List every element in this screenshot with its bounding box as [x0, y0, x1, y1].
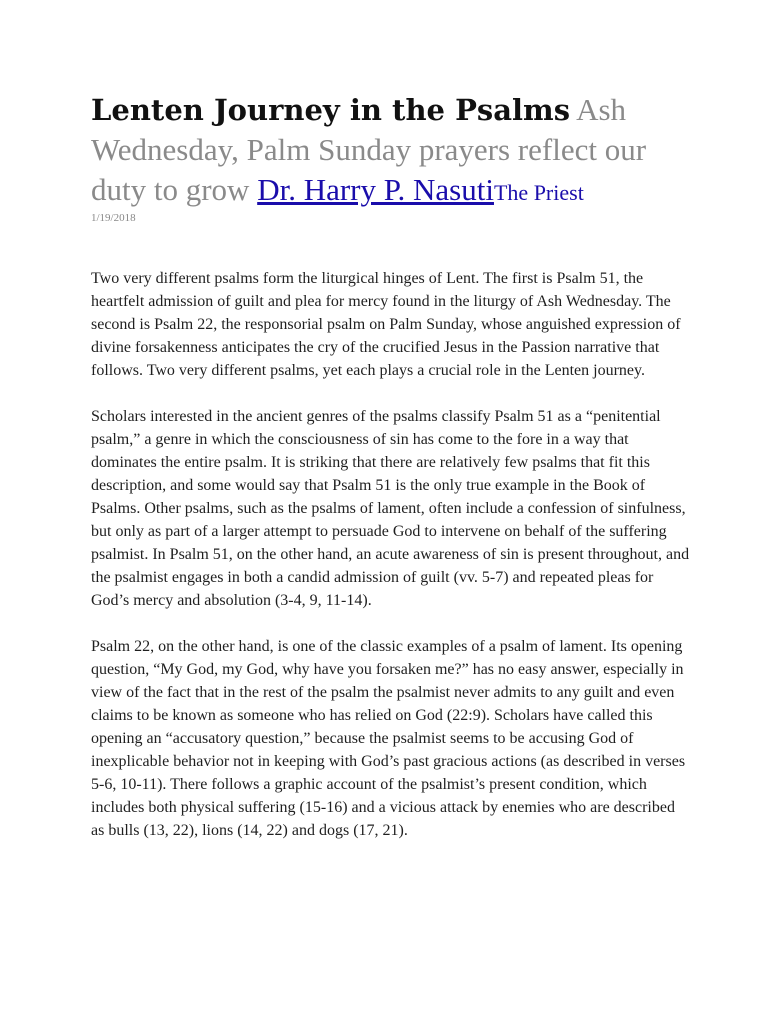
publish-date: 1/19/2018 [91, 212, 136, 224]
article [91, 90, 691, 865]
article-subtitle: Ash Wednesday, Palm Sunday prayers reflect our duty to grow [91, 92, 647, 207]
article-body [91, 267, 691, 842]
article-title: Lenten Journey in the Psalms [91, 93, 571, 127]
paragraph: Scholars interested in the ancient genres of the psalms classify Psalm 51 as a “penitential psalm,” a genre in which the consciousness of sin has come to the fore in a way that dominates the entire psalm. It is striking that there are relatively few psalms that fit this description, and some would say that Psalm 51 is the only true example in the Book of Psalms. Other psalms, such as the psalms of lament, often include a confession of sinfulness, but only as part of a larger attempt to persuade God to intervene on behalf of the suffering psalmist. In Psalm 51, on the other hand, an acute awareness of sin is present throughout, and the psalmist engages in both a candid admission of guilt (vv. 5-7) and repeated pleas for God’s mercy and absolution (3-4, 9, 11-14). [91, 408, 690, 609]
author-link[interactable]: Dr. Harry P. Nasuti [257, 172, 494, 207]
paragraph: Psalm 22, on the other hand, is one of the classic examples of a psalm of lament. Its opening question, “My God, my God, why have you forsaken me?” has no easy answer, especially in view of the fact that in the rest of the psalm the psalmist never admits to any guilt and even claims to be known as someone who has relied on God (22:9). Scholars have called this opening an “accusatory question,” because the psalmist seems to be accusing God of inexplicable behavior not in keeping with God’s past gracious actions (as described in verses 5-6, 10-11). There follows a graphic account of the psalmist’s present condition, which includes both physical suffering (15-16) and a vicious attack by enemies who are described as bulls (13, 22), lions (14, 22) and dogs (17, 21). [91, 638, 686, 839]
publication-name: The Priest [493, 180, 584, 205]
paragraph: Two very different psalms form the liturgical hinges of Lent. The first is Psalm 51, the heartfelt admission of guilt and plea for mercy found in the liturgy of Ash Wednesday. The second is Psalm 22, the responsorial psalm on Palm Sunday, whose anguished expression of divine forsakenness anticipates the cry of the crucified Jesus in the Passion narrative that follows. Two very different psalms, yet each plays a crucial role in the Lenten journey. [91, 270, 681, 379]
article-heading [91, 90, 691, 213]
